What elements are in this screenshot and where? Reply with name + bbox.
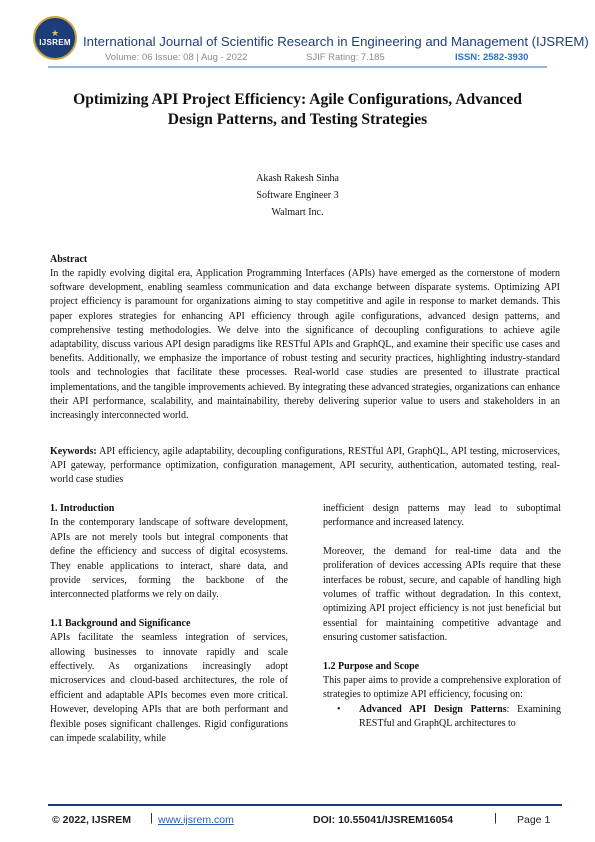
keywords	[50, 445, 560, 488]
left-column	[50, 502, 288, 747]
footer-copyright: © 2022, IJSREM	[52, 814, 131, 826]
list-item	[323, 703, 561, 732]
paper-title	[60, 90, 535, 130]
sjif-rating: SJIF Rating: 7.185	[306, 52, 385, 63]
footer-separator: |	[150, 812, 153, 824]
volume-issue: Volume: 06 Issue: 08 | Aug - 2022	[105, 52, 248, 63]
author-affiliation: Walmart Inc.	[271, 207, 324, 218]
bullet-text	[359, 703, 561, 732]
bullet-bold: Advanced API Design Patterns	[359, 703, 507, 715]
abstract-heading: Abstract	[50, 254, 88, 265]
footer-separator: |	[494, 812, 497, 824]
purpose-body: This paper aims to provide a comprehensive exploration of strategies to optimize API efficiency, focusing on:	[323, 675, 561, 701]
author-name: Akash Rakesh Sinha	[256, 173, 339, 184]
issn: ISSN: 2582-3930	[455, 52, 529, 63]
footer-website-link[interactable]: www.ijsrem.com	[158, 814, 234, 826]
paper-title-line-2: Design Patterns, and Testing Strategies	[167, 111, 428, 128]
section-heading-purpose: 1.2 Purpose and Scope	[323, 660, 420, 672]
section-heading-introduction: 1. Introduction	[50, 503, 115, 514]
bullet-rest: : Examining RESTful and GraphQL architectures to	[359, 703, 561, 730]
header-divider	[48, 66, 547, 68]
right-column	[323, 502, 561, 732]
author-block	[0, 170, 595, 221]
keywords-label: Keywords:	[50, 446, 97, 457]
bullet-icon: •	[337, 703, 341, 715]
journal-logo	[33, 16, 77, 60]
footer-page-number: Page 1	[517, 814, 551, 826]
logo-text: IJSREM	[39, 37, 71, 47]
moreover-paragraph: Moreover, the demand for real-time data and the proliferation of devices accessing APIs require that these interfaces be robust, secure, and capable of handling high volumes of traffic without degradation. In this context, optimizing API project efficiency is not just beneficial but essential for maintaining competitive advantage and ensuring customer satisfaction.	[323, 545, 561, 644]
footer-doi: DOI: 10.55041/IJSREM16054	[313, 814, 454, 826]
author-role: Software Engineer 3	[256, 190, 339, 201]
introduction-body: In the contemporary landscape of software development, APIs are not merely tools but integral components that define the efficiency and success of digital ecosystems. They enable applications to interact, share data, and provide services, forming the backbone of the interconnected platforms we rely on daily.	[50, 517, 288, 601]
paper-title-line-1: Optimizing API Project Efficiency: Agile Configurations, Advanced	[73, 91, 522, 108]
continued-paragraph: inefficient design patterns may lead to suboptimal performance and increased latency.	[323, 503, 561, 529]
footer-divider	[48, 804, 562, 806]
keywords-text: API efficiency, agile adaptability, decoupling configurations, RESTful API, GraphQL, API testing, microservices, API gateway, performance optimization, configuration management, API security, authentication, automated testing, real-world case studies	[50, 446, 561, 486]
section-heading-background: 1.1 Background and Significance	[50, 617, 191, 629]
star-icon: ★	[50, 27, 60, 38]
abstract-body: In the rapidly evolving digital era, Application Programming Interfaces (APIs) have emerged as the cornerstone of modern software development, enabling seamless communication and data exchange between disparate systems. Optimizing API project efficiency is paramount for organizations aiming to stay competitive and agile in response to market demands. This paper explores strategies for enhancing API efficiency through agile configurations, advanced design patterns, and comprehensive testing methodologies. We delve into the significance of decoupling configurations to achieve agile adaptability, discuss various API design paradigms like RESTful APIs and GraphQL, and examine their specific use cases and benefits. Additionally, we emphasize the importance of robust testing and security practices, highlighting industry-standard tools and technologies that facilitate these processes. Real-world case studies are presented to illustrate practical implementations, and the tangible improvements achieved. By integrating these advanced strategies, organizations can enhance their API performance, scalability, and maintainability, thereby delivering superior value to users and stakeholders in an increasingly interconnected world.	[50, 268, 560, 422]
background-body: APIs facilitate the seamless integration of services, allowing businesses to innovate rapidly and scale effectively. As organizations increasingly adopt microservices and cloud-based architectures, the role of efficient and adaptable APIs becomes even more critical. However, developing APIs that are both performant and flexible poses significant challenges. Rigid configurations can impede scalability, while	[50, 632, 288, 745]
journal-title: International Journal of Scientific Research in Engineering and Management (IJSREM)	[83, 34, 589, 49]
